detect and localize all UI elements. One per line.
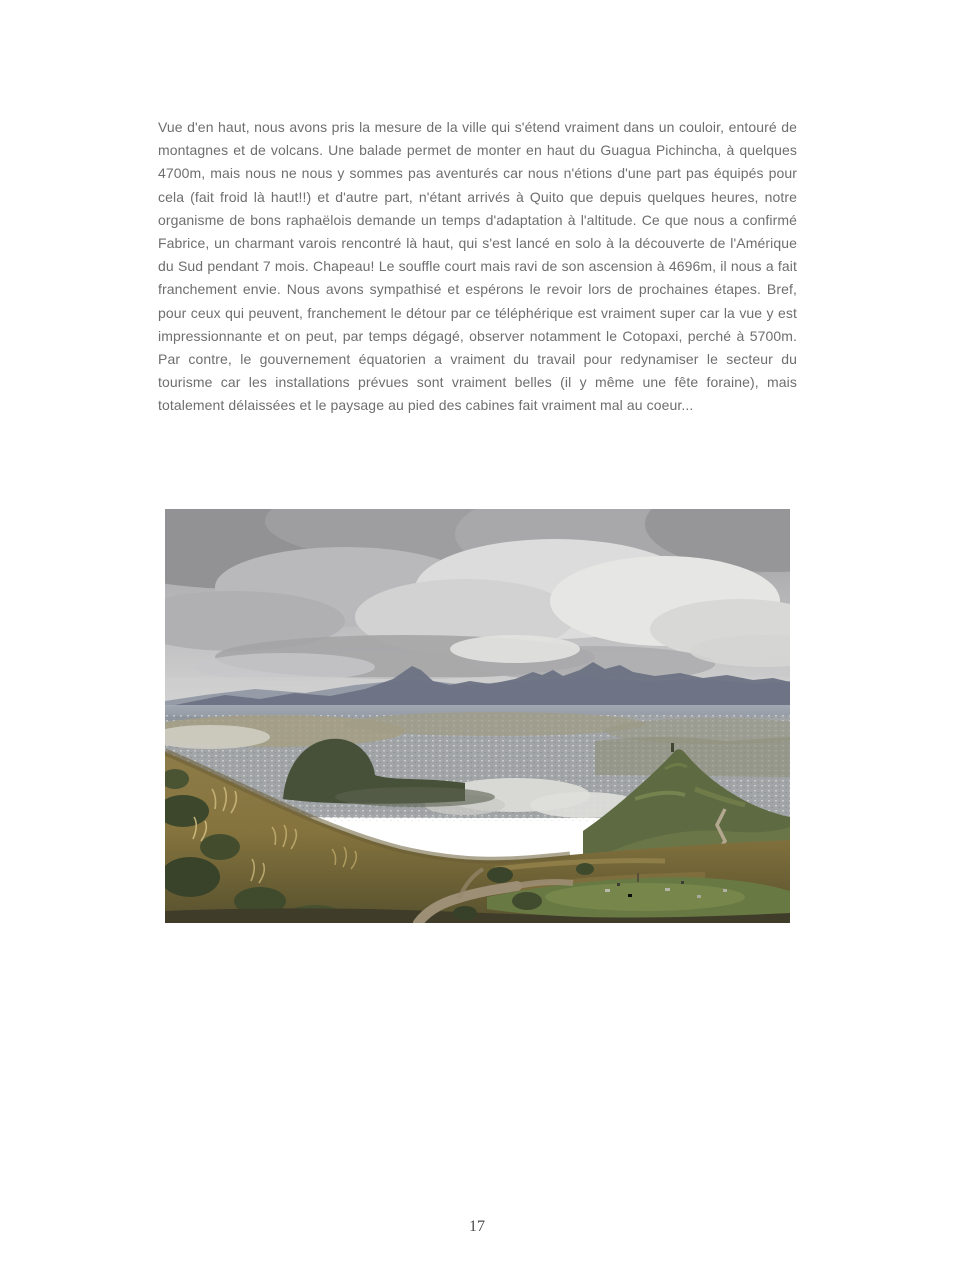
landscape-illustration: [165, 509, 790, 923]
quito-panorama-photo: [165, 509, 790, 923]
page-number: 17: [469, 1218, 485, 1235]
body-paragraph: Vue d'en haut, nous avons pris la mesure de la ville qui s'étend vraiment dans un couloir, entouré de montagnes et de volcans. Une balade permet de monter en haut du Guagua Pichincha, à quelques 4700m, mais nous ne nous y sommes pas aventurés car nous n'étions d'une part pas équipés pour cela (fait froid là haut!!) et d'autre part, n'étant arrivés à Quito que depuis quelques heures, notre organisme de bons raphaëlois demande un temps d'adaptation à l'altitude. Ce que nous a confirmé Fabrice, un charmant varois rencontré là haut, qui s'est lancé en solo à la découverte de l'Amérique du Sud pendant 7 mois. Chapeau! Le souffle court mais ravi de son ascension à 4696m, il nous a fait franchement envie. Nous avons sympathisé et espérons le revoir lors de prochaines étapes. Bref, pour ceux qui peuvent, franchement le détour par ce téléphérique est vraiment super car la vue y est impressionnante et on peut, par temps dégagé, observer notamment le Cotopaxi, perché à 5700m. Par contre, le gouvernement équatorien a vraiment du travail pour redynamiser le secteur du tourisme car les installations prévues sont vraiment belles (il y même une fête foraine), mais totalement délaissées et le paysage au pied des cabines fait vraiment mal au coeur...: [158, 119, 797, 414]
